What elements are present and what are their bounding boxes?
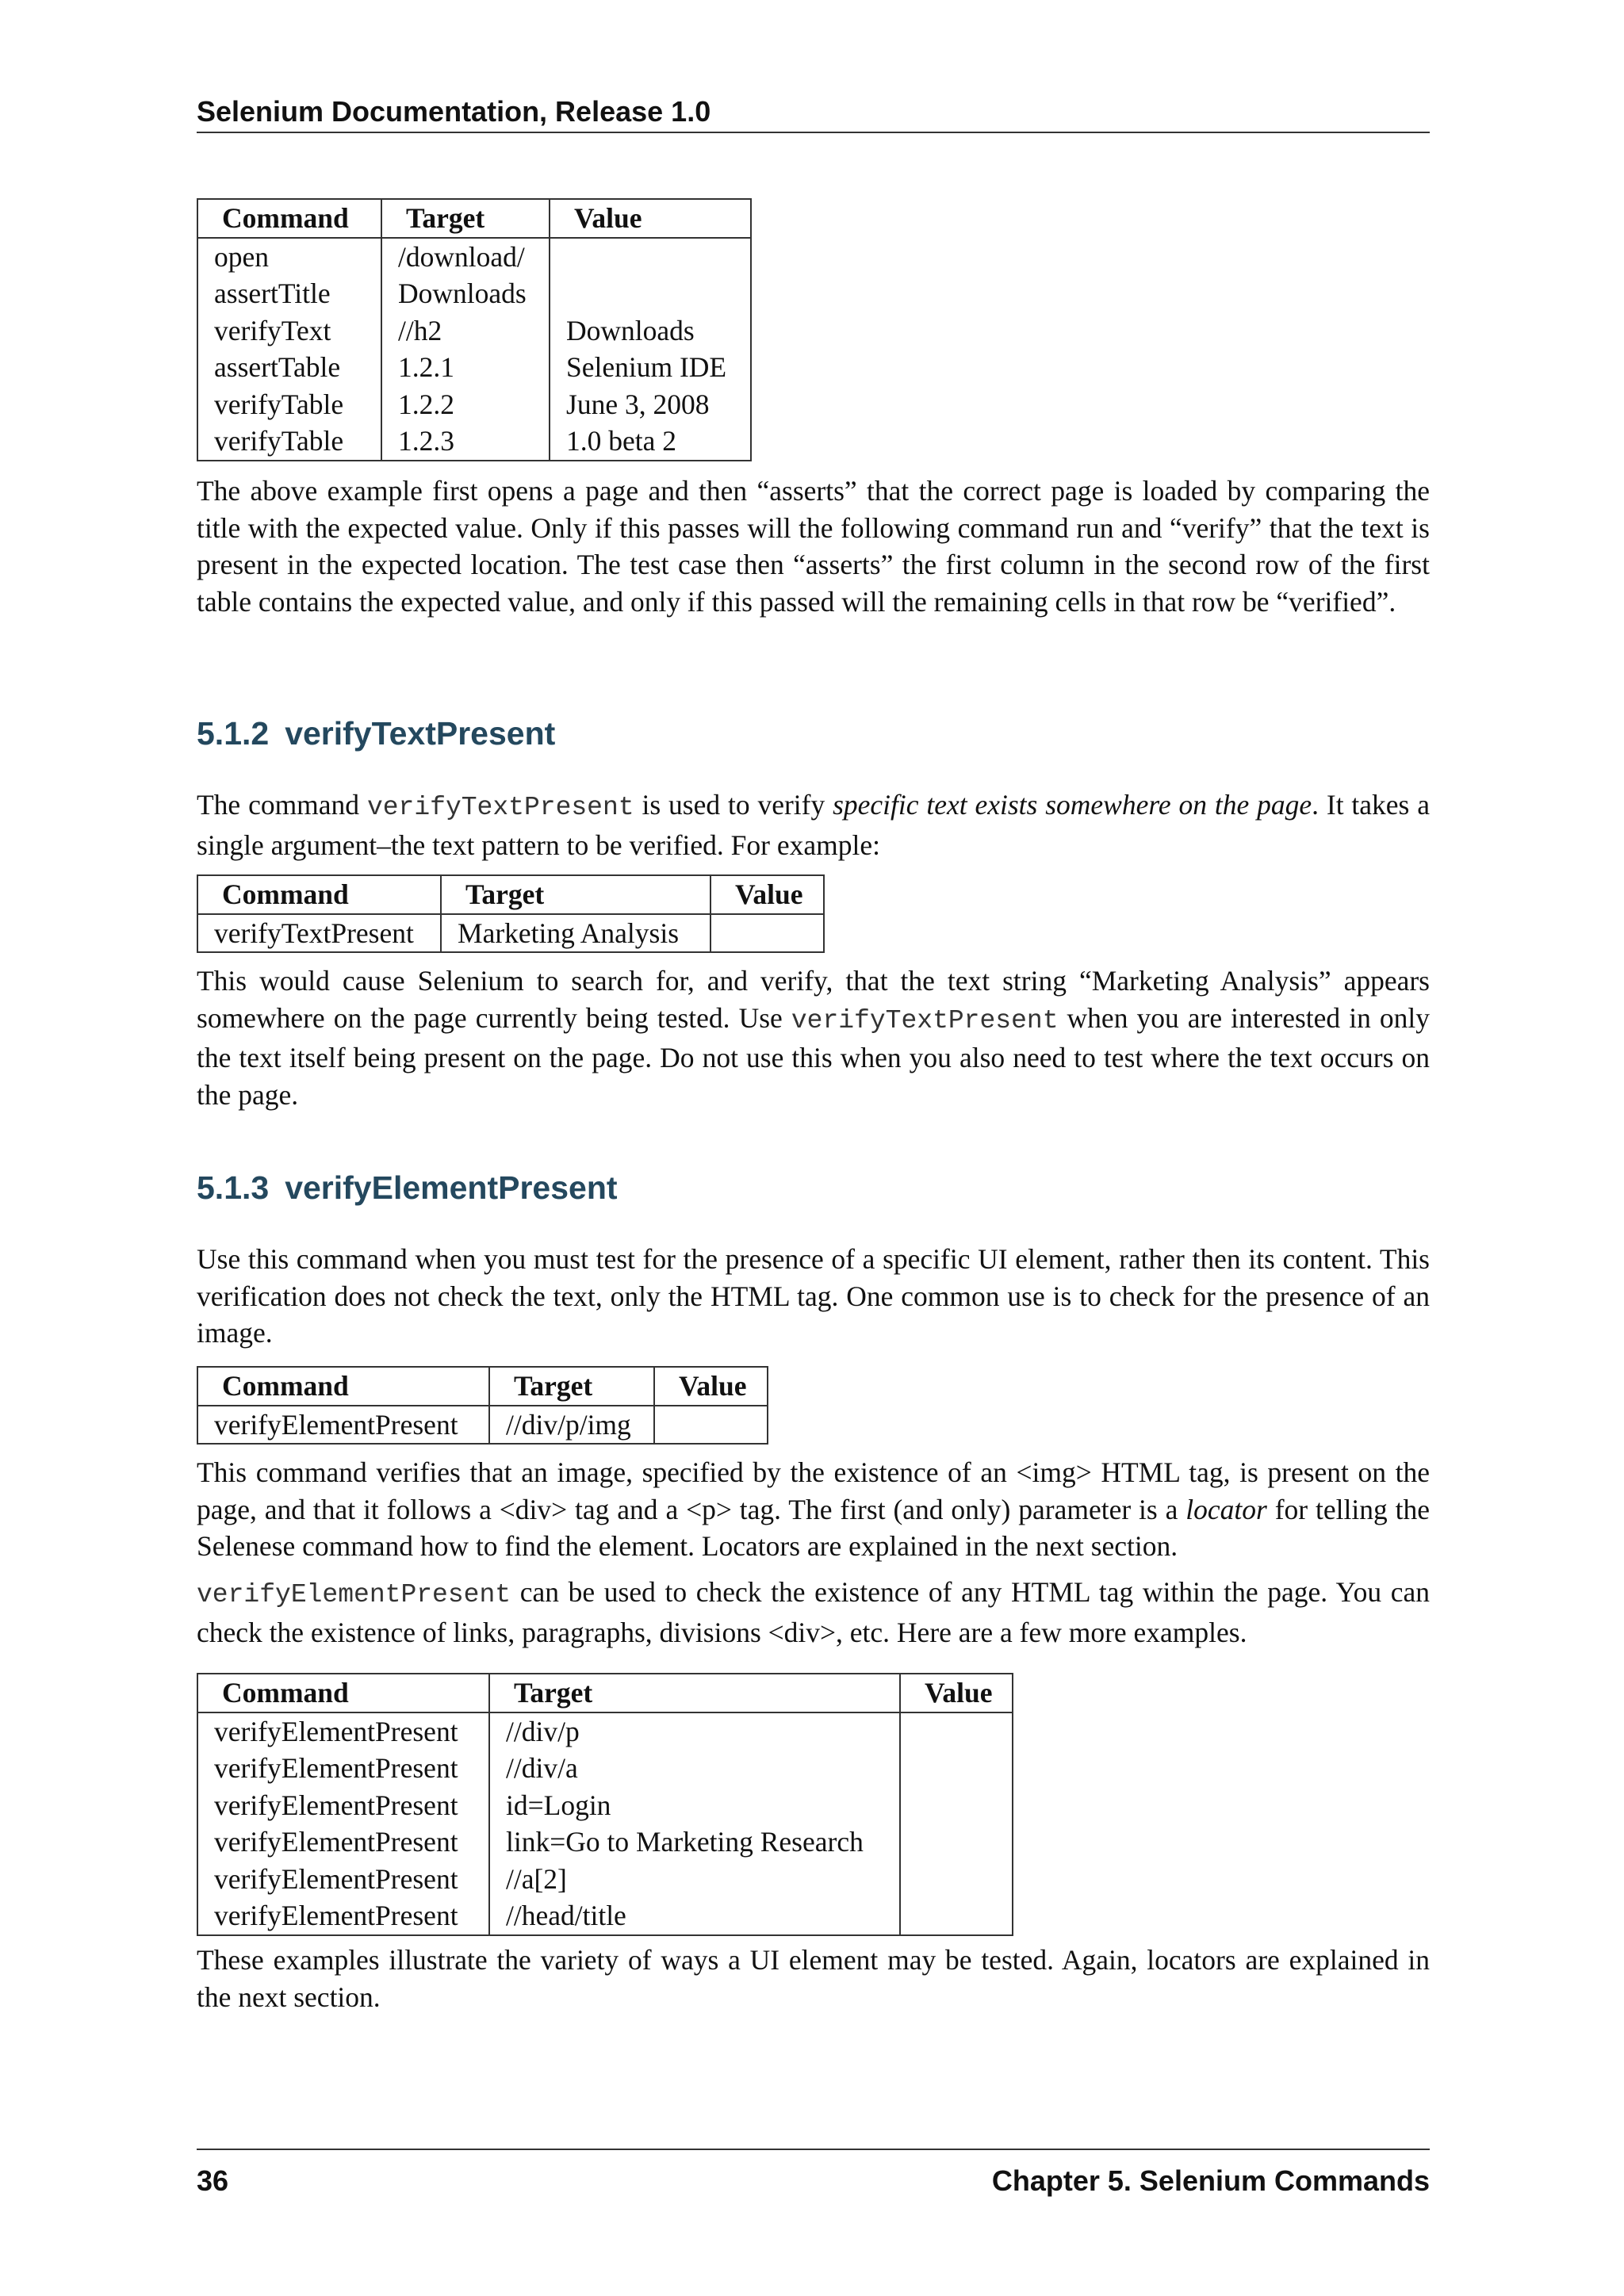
table-header-row bbox=[197, 1674, 1013, 1712]
table-cell: verifyText bbox=[214, 314, 331, 346]
table-cell: //div/a bbox=[489, 1750, 900, 1787]
table-row bbox=[197, 238, 751, 276]
table-row bbox=[197, 1823, 1013, 1861]
table-cell: link=Go to Marketing Research bbox=[489, 1823, 900, 1861]
table-row bbox=[197, 275, 751, 312]
table-cell: verifyTable bbox=[214, 388, 344, 420]
table-row bbox=[197, 423, 751, 461]
example-table-more-locators bbox=[197, 1673, 1013, 1936]
table-row bbox=[197, 312, 751, 350]
example-table-assert-verify bbox=[197, 198, 752, 461]
running-footer bbox=[197, 2149, 1430, 2201]
table-cell: //a[2] bbox=[489, 1861, 900, 1898]
text-run: can be used to check the existence of any HTML tag within the page. You can check the existence of links, paragraphs, divisions <div>, etc. Here are a few more examples. bbox=[197, 1576, 1430, 1648]
table-header-row bbox=[197, 1367, 768, 1406]
column-header: Target bbox=[441, 875, 710, 914]
running-header: Selenium Documentation, Release 1.0 bbox=[197, 92, 1430, 133]
table-cell: 1.2.1 bbox=[381, 349, 550, 386]
example-table-verifyelementpresent bbox=[197, 1366, 768, 1445]
table-cell: verifyElementPresent bbox=[214, 1862, 458, 1895]
section-heading-verifyelementpresent bbox=[197, 1168, 618, 1207]
text-run: when you are interested in only the text itself being present on the page. Do not use this when you also need to test where the text occurs on the page. bbox=[197, 1001, 1431, 1111]
table-cell: Downloads bbox=[381, 275, 550, 312]
table-cell: verifyElementPresent bbox=[214, 1900, 458, 1931]
column-header: Target bbox=[489, 1674, 900, 1712]
table-cell: open bbox=[214, 240, 270, 273]
paragraph-verifyelementpresent-intro: Use this command when you must test for the presence of a specific UI element, rather then its content. This verification does not check the text, only the HTML tag. One common use is to check for the presence of an image. bbox=[197, 1243, 1430, 1349]
column-header: Target bbox=[489, 1367, 654, 1406]
table-row bbox=[197, 1750, 1013, 1787]
emphasis-text: specific text exists somewhere on the page bbox=[833, 789, 1312, 821]
column-header: Value bbox=[900, 1674, 1013, 1712]
table-cell: Selenium IDE bbox=[550, 349, 751, 386]
inline-code: verifyTextPresent bbox=[366, 793, 634, 822]
table-header-row bbox=[197, 199, 751, 238]
table-header-row bbox=[197, 875, 824, 914]
emphasis-text: locator bbox=[1185, 1493, 1267, 1525]
paragraph-verifyelementpresent-usage bbox=[197, 1574, 1430, 1651]
table-cell: Marketing Analysis bbox=[441, 914, 710, 953]
table-cell: //div/p bbox=[489, 1712, 900, 1751]
table-cell: verifyTable bbox=[214, 425, 344, 457]
table-cell bbox=[900, 1750, 1013, 1787]
table-cell: 1.2.3 bbox=[381, 423, 550, 461]
text-run: This would cause Selenium to search for, and verify, that the text string “Marketing Analysis” appears somewhere on the page currently being tested. Use bbox=[197, 965, 1430, 1034]
table-cell bbox=[550, 275, 751, 312]
table-cell: //div/p/img bbox=[489, 1406, 654, 1445]
section-title: verifyElementPresent bbox=[285, 1169, 618, 1206]
table-cell: id=Login bbox=[489, 1787, 900, 1824]
table-cell: //head/title bbox=[489, 1897, 900, 1935]
paragraph-closing: These examples illustrate the variety of ways a UI element may be tested. Again, locators are explained in the next section. bbox=[197, 1944, 1430, 2013]
table-cell bbox=[900, 1823, 1013, 1861]
table-cell bbox=[900, 1897, 1013, 1935]
text-run: is used to verify bbox=[634, 789, 833, 821]
inline-code: verifyElementPresent bbox=[197, 1580, 511, 1609]
table-row bbox=[197, 349, 751, 386]
table-cell bbox=[654, 1406, 768, 1445]
table-cell bbox=[710, 914, 824, 953]
section-number: 5.1.3 bbox=[197, 1169, 270, 1206]
table-cell: /download/ bbox=[381, 238, 550, 276]
section-heading-verifytextpresent bbox=[197, 714, 555, 753]
table-cell: assertTable bbox=[214, 351, 341, 383]
table-row bbox=[197, 914, 824, 953]
table-cell: assertTitle bbox=[214, 277, 331, 309]
column-header: Value bbox=[710, 875, 824, 914]
column-header: Command bbox=[197, 875, 441, 914]
table-row bbox=[197, 1406, 768, 1445]
section-number: 5.1.2 bbox=[197, 715, 270, 752]
table-cell: Downloads bbox=[550, 312, 751, 350]
paragraph-assert-explanation: The above example first opens a page and then “asserts” that the correct page is loaded by comparing the title with the expected value. Only if this passes will the following command run and “verify” that the text is present in the expected location. The test case then “asserts” the first column in the second row of the first table contains the expected value, and only if this passed will the remaining cells in that row be “verified”. bbox=[197, 475, 1430, 618]
table-cell bbox=[900, 1861, 1013, 1898]
column-header: Command bbox=[197, 1674, 489, 1712]
inline-code: verifyTextPresent bbox=[791, 1005, 1059, 1035]
chapter-title: Chapter 5. Selenium Commands bbox=[991, 2164, 1430, 2197]
table-cell: 1.0 beta 2 bbox=[550, 423, 751, 461]
text-run: for telling the Selenese command how to find the element. Locators are explained in the next section. bbox=[197, 1493, 1430, 1562]
table-cell: verifyElementPresent bbox=[214, 1789, 458, 1821]
table-cell: 1.2.2 bbox=[381, 386, 550, 423]
example-table-verifytextpresent bbox=[197, 874, 825, 953]
table-row bbox=[197, 1787, 1013, 1824]
table-cell: June 3, 2008 bbox=[550, 386, 751, 423]
text-run: The command bbox=[197, 789, 367, 821]
paragraph-verifytextpresent-intro bbox=[197, 786, 1430, 863]
column-header: Value bbox=[654, 1367, 768, 1406]
table-cell bbox=[900, 1712, 1013, 1751]
table-row bbox=[197, 1861, 1013, 1898]
column-header: Target bbox=[381, 199, 550, 238]
table-cell bbox=[900, 1787, 1013, 1824]
table-cell: verifyTextPresent bbox=[214, 916, 414, 949]
column-header: Value bbox=[550, 199, 751, 238]
table-cell: verifyElementPresent bbox=[214, 1826, 458, 1858]
table-cell: verifyElementPresent bbox=[214, 1408, 458, 1441]
text-run: . It takes a single argument–the text pattern to be verified. For example: bbox=[197, 789, 1430, 861]
paragraph-image-locator-explanation bbox=[197, 1454, 1430, 1565]
column-header: Command bbox=[197, 1367, 489, 1406]
table-row bbox=[197, 1897, 1013, 1935]
table-row bbox=[197, 386, 751, 423]
table-cell bbox=[550, 238, 751, 276]
column-header: Command bbox=[197, 199, 381, 238]
table-row bbox=[197, 1712, 1013, 1751]
paragraph-verifytextpresent-explanation bbox=[197, 962, 1430, 1113]
table-cell: //h2 bbox=[381, 312, 550, 350]
text-run: This command verifies that an image, specified by the existence of an <img> HTML tag, is present on the page, and that it follows a <div> tag and a <p> tag. The first (and only) parameter is a bbox=[197, 1456, 1430, 1525]
table-cell: verifyElementPresent bbox=[214, 1715, 458, 1747]
section-title: verifyTextPresent bbox=[285, 715, 556, 752]
page-number: 36 bbox=[197, 2164, 229, 2197]
table-cell: verifyElementPresent bbox=[214, 1752, 458, 1784]
